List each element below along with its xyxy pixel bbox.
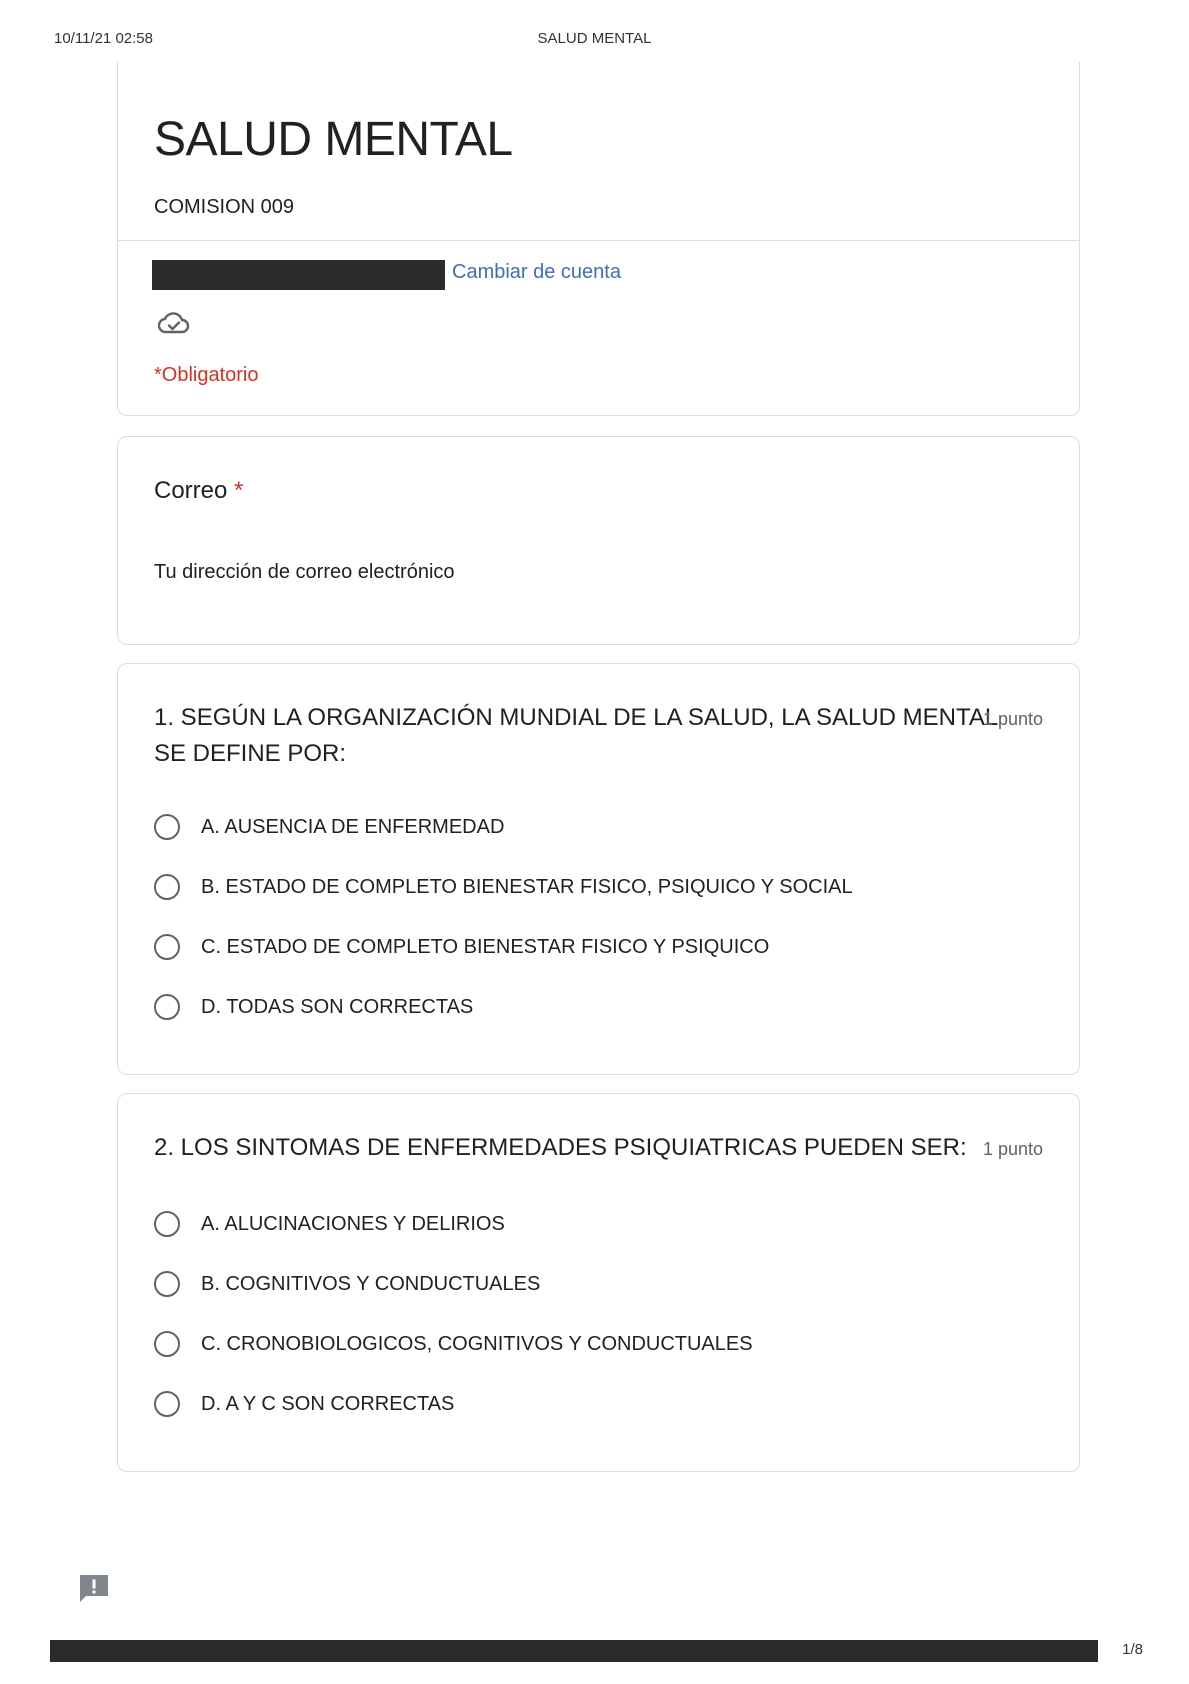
option-label: B. ESTADO DE COMPLETO BIENESTAR FISICO, PSIQUICO Y SOCIAL bbox=[201, 875, 853, 898]
radio-button[interactable] bbox=[154, 874, 180, 900]
question-2-title bbox=[154, 1130, 967, 1166]
radio-button[interactable] bbox=[154, 934, 180, 960]
question-1-option-b[interactable] bbox=[154, 870, 853, 904]
question-1-option-c[interactable] bbox=[154, 930, 769, 964]
question-card-2 bbox=[117, 1093, 1080, 1472]
question-2-title-line1: 2. LOS SINTOMAS DE ENFERMEDADES PSIQUIATRICAS PUEDEN SER: bbox=[154, 1134, 967, 1161]
option-label: C. CRONOBIOLOGICOS, COGNITIVOS Y CONDUCTUALES bbox=[201, 1332, 753, 1355]
required-note: *Obligatorio bbox=[154, 364, 259, 386]
question-2-option-d[interactable] bbox=[154, 1387, 454, 1421]
radio-button[interactable] bbox=[154, 814, 180, 840]
print-header bbox=[54, 30, 1135, 50]
page-number: 1/8 bbox=[1122, 1641, 1143, 1658]
option-label: C. ESTADO DE COMPLETO BIENESTAR FISICO Y PSIQUICO bbox=[201, 935, 770, 958]
radio-button[interactable] bbox=[154, 994, 180, 1020]
option-label: A. AUSENCIA DE ENFERMEDAD bbox=[201, 815, 505, 838]
question-1-points: 1 punto bbox=[982, 709, 1043, 729]
form-title: SALUD MENTAL bbox=[154, 113, 513, 166]
question-2-option-c[interactable] bbox=[154, 1327, 753, 1361]
cloud-check-icon bbox=[158, 310, 190, 336]
redacted-account-email bbox=[152, 260, 445, 290]
email-question-label: Correo bbox=[154, 477, 228, 504]
question-1-title-line2: SE DEFINE POR: bbox=[154, 740, 347, 767]
question-card-1 bbox=[117, 663, 1080, 1075]
radio-button[interactable] bbox=[154, 1271, 180, 1297]
option-label: D. TODAS SON CORRECTAS bbox=[201, 995, 474, 1018]
email-question-card bbox=[117, 436, 1080, 645]
email-question-title bbox=[154, 473, 243, 509]
question-1-option-d[interactable] bbox=[154, 990, 473, 1024]
question-2-option-b[interactable] bbox=[154, 1267, 540, 1301]
header-divider bbox=[118, 240, 1079, 241]
question-1-title-line1: 1. SEGÚN LA ORGANIZACIÓN MUNDIAL DE LA SALUD, LA SALUD MENTAL bbox=[154, 704, 999, 731]
question-2-option-a[interactable] bbox=[154, 1207, 505, 1241]
option-label: B. COGNITIVOS Y CONDUCTUALES bbox=[201, 1272, 541, 1295]
email-input[interactable]: Tu dirección de correo electrónico bbox=[154, 561, 455, 583]
print-title: SALUD MENTAL bbox=[537, 30, 652, 47]
question-1-option-a[interactable] bbox=[154, 810, 504, 844]
form-header-card bbox=[117, 62, 1080, 416]
question-2-points: 1 punto bbox=[982, 1139, 1043, 1159]
radio-button[interactable] bbox=[154, 1331, 180, 1357]
form-description: COMISION 009 bbox=[154, 196, 295, 218]
redacted-footer-url bbox=[50, 1640, 1098, 1662]
print-date: 10/11/21 02:58 bbox=[54, 30, 153, 47]
required-asterisk: * bbox=[234, 477, 244, 504]
radio-button[interactable] bbox=[154, 1391, 180, 1417]
switch-account-link[interactable]: Cambiar de cuenta bbox=[452, 261, 621, 283]
option-label: D. A Y C SON CORRECTAS bbox=[201, 1392, 455, 1415]
feedback-icon[interactable] bbox=[77, 1572, 111, 1606]
radio-button[interactable] bbox=[154, 1211, 180, 1237]
question-1-title bbox=[154, 700, 998, 772]
option-label: A. ALUCINACIONES Y DELIRIOS bbox=[201, 1212, 505, 1235]
